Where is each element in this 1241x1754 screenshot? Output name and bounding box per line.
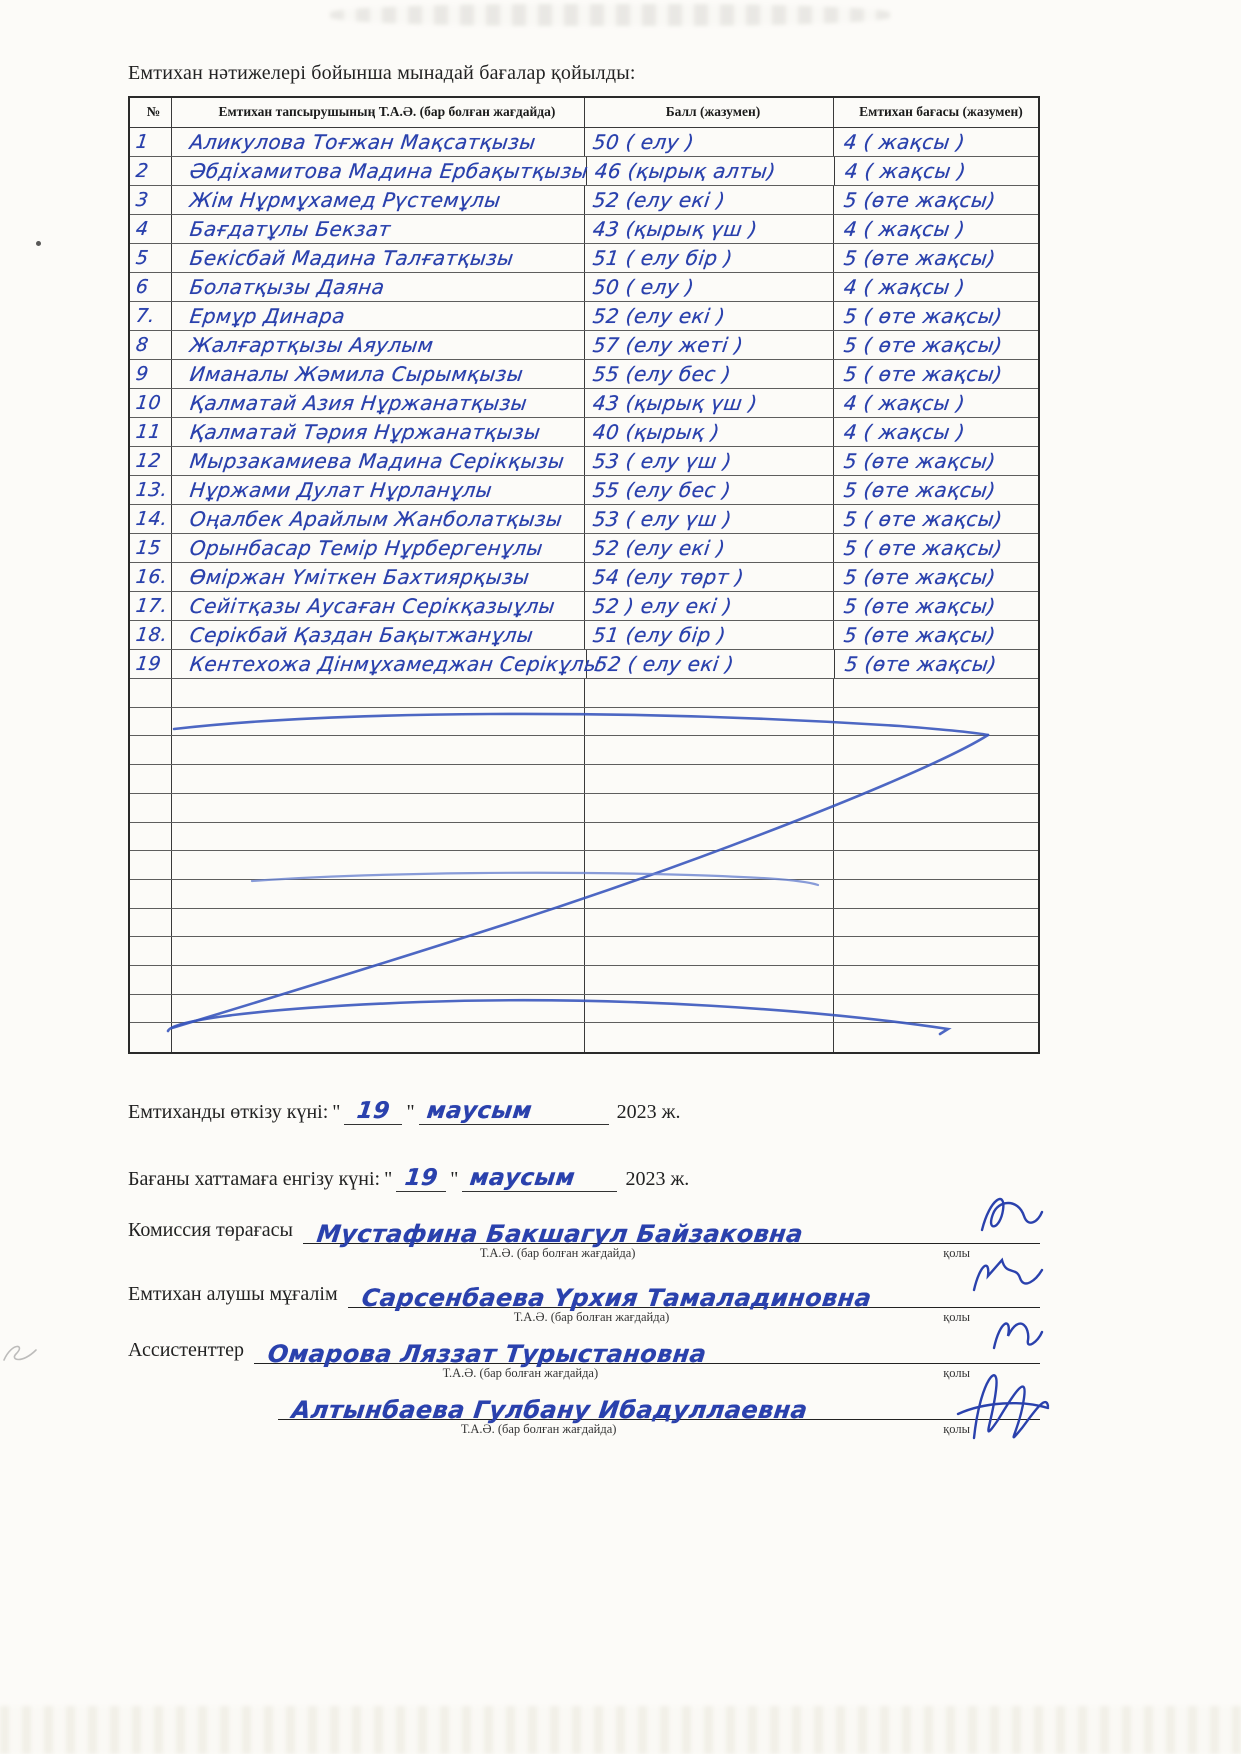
- table-row: [130, 708, 1038, 737]
- record-date-day: 19: [403, 1165, 440, 1191]
- chair-name: Мустафина Бакшагул Байзаковна: [315, 1220, 805, 1248]
- chair-signature-icon: [976, 1186, 1046, 1238]
- row-number: 17.: [134, 595, 169, 618]
- grade-text: 4 ( жақсы ): [842, 420, 967, 445]
- table-row: [130, 534, 1038, 563]
- exam-date-month: маусым: [425, 1098, 534, 1124]
- bleed-through-artifact-top: [330, 4, 890, 26]
- score-text: 55 (елу бес ): [591, 362, 733, 387]
- row-number: 14.: [134, 508, 169, 531]
- examinee-name: Жалғартқызы Аяулым: [188, 333, 435, 358]
- signature-row-assistant-2: [128, 1384, 1040, 1436]
- table-row: [130, 157, 1038, 186]
- table-body: [130, 128, 1038, 1052]
- table-row: [130, 128, 1038, 157]
- grade-text: 4 ( жақсы ): [842, 217, 967, 242]
- assistants-label: Ассистенттер: [128, 1339, 244, 1361]
- table-row: [130, 679, 1038, 708]
- row-number: 9: [134, 363, 150, 386]
- examinee-name: Аликулова Тоғжан Мақсатқызы: [188, 130, 538, 155]
- exam-date-label: Емтиханды өткізу күні:: [128, 1101, 329, 1123]
- row-number: 4: [134, 218, 150, 241]
- assistant2-signature-icon: [944, 1350, 1054, 1454]
- score-text: 43 (қырық үш ): [591, 391, 759, 416]
- grade-text: 5 ( өте жақсы): [842, 362, 1004, 387]
- record-date-month: маусым: [468, 1165, 578, 1191]
- table-row: [130, 966, 1038, 995]
- examinee-name: Ермұр Динара: [188, 304, 347, 329]
- grade-text: 4 ( жақсы ): [842, 391, 967, 416]
- examinee-name: Мырзакамиева Мадина Серікқызы: [188, 449, 566, 474]
- grade-text: 5 (өте жақсы): [842, 449, 997, 474]
- signature-caption: қолы: [943, 1366, 970, 1380]
- score-text: 46 (қырық алты): [593, 159, 777, 184]
- chair-label: Комиссия төрағасы: [128, 1219, 293, 1241]
- open-quote: ": [332, 1101, 341, 1123]
- table-row: [130, 244, 1038, 273]
- grade-text: 5 (өте жақсы): [842, 478, 997, 503]
- examinee-name: Сейітқазы Аусаған Серікқазыұлы: [188, 594, 557, 619]
- examinee-name: Бағдатұлы Бекзат: [188, 217, 392, 242]
- grade-text: 4 ( жақсы ): [842, 130, 967, 155]
- score-text: 40 (қырық ): [591, 420, 722, 445]
- table-row: [130, 1023, 1038, 1052]
- examinee-name: Кентехожа Дінмұхамеджан Серікұлы: [188, 652, 602, 677]
- table-row: [130, 389, 1038, 418]
- table-row: [130, 851, 1038, 880]
- row-number: 6: [134, 276, 150, 299]
- table-row: [130, 360, 1038, 389]
- grade-text: 5 (өте жақсы): [843, 652, 998, 677]
- examinee-name: Орынбасар Темір Нұрбергенұлы: [188, 536, 545, 561]
- signature-row-assistant-1: [128, 1328, 1040, 1380]
- header-grade: Емтихан бағасы (жазумен): [859, 104, 1023, 120]
- score-text: 57 (елу жеті ): [591, 333, 745, 358]
- grade-text: 5 (өте жақсы): [842, 188, 997, 213]
- table-row: [130, 880, 1038, 909]
- signature-row-chair: [128, 1208, 1040, 1260]
- examinee-name: Иманалы Жәмила Сырымқызы: [188, 362, 525, 387]
- table-row: [130, 937, 1038, 966]
- score-text: 54 (елу төрт ): [591, 565, 746, 590]
- record-date-label: Бағаны хаттамаға енгізу күні:: [128, 1168, 381, 1190]
- grade-text: 5 ( өте жақсы): [842, 507, 1004, 532]
- examinee-name: Жім Нұрмұхамед Рүстемұлы: [188, 188, 502, 213]
- score-text: 52 (елу екі ): [591, 536, 727, 561]
- row-number: 2: [134, 160, 150, 183]
- table-row: [130, 909, 1038, 938]
- examiner-signature-icon: [970, 1250, 1046, 1300]
- grade-text: 4 ( жақсы ): [843, 159, 968, 184]
- table-row: [130, 273, 1038, 302]
- score-text: 50 ( елу ): [591, 275, 696, 300]
- assistant2-signature-line: [278, 1384, 1040, 1436]
- table-row: [130, 505, 1038, 534]
- score-text: 43 (қырық үш ): [591, 217, 759, 242]
- row-number: 5: [134, 247, 150, 270]
- row-number: 3: [134, 189, 150, 212]
- table-row: [130, 215, 1038, 244]
- row-number: 18.: [134, 624, 169, 647]
- row-number: 7.: [134, 305, 157, 328]
- table-header-row: [130, 98, 1038, 128]
- table-row: [130, 621, 1038, 650]
- exam-results-table: [128, 96, 1040, 1054]
- row-number: 15: [134, 537, 163, 560]
- score-text: 51 ( елу бір ): [591, 246, 735, 271]
- fullname-caption: Т.А.Ә. (бар болған жағдайда): [513, 1310, 670, 1324]
- record-date-line: [128, 1165, 689, 1192]
- grade-text: 5 ( өте жақсы): [842, 304, 1004, 329]
- pencil-squiggle-artifact: [2, 1336, 46, 1375]
- close-quote: ": [406, 1101, 415, 1123]
- examinee-name: Болатқызы Даяна: [188, 275, 386, 300]
- row-number: 16.: [134, 566, 169, 589]
- exam-date-year: 2023 ж.: [616, 1101, 681, 1123]
- header-number: №: [130, 98, 172, 127]
- exam-date-line: [128, 1098, 680, 1125]
- pencil-dot-artifact: [36, 241, 41, 246]
- open-quote: ": [384, 1168, 393, 1190]
- fullname-caption: Т.А.Ә. (бар болған жағдайда): [442, 1366, 599, 1380]
- exam-date-day: 19: [355, 1098, 392, 1124]
- grade-text: 5 ( өте жақсы): [842, 333, 1004, 358]
- score-text: 53 ( елу үш ): [591, 507, 734, 532]
- examiner-name: Сарсенбаева Үрхия Тамаладиновна: [359, 1284, 873, 1312]
- table-row: [130, 736, 1038, 765]
- grade-text: 5 (өте жақсы): [842, 565, 997, 590]
- score-text: 52 ( елу екі ): [593, 652, 736, 677]
- examinee-name: Қалматай Азия Нұржанатқызы: [188, 391, 529, 416]
- score-text: 51 (елу бір ): [591, 623, 728, 648]
- score-text: 52 (елу екі ): [591, 304, 727, 329]
- grade-text: 5 (өте жақсы): [842, 594, 997, 619]
- fullname-caption: Т.А.Ә. (бар болған жағдайда): [479, 1246, 636, 1260]
- table-row: [130, 995, 1038, 1024]
- table-row: [130, 331, 1038, 360]
- table-row: [130, 186, 1038, 215]
- table-row: [130, 447, 1038, 476]
- row-number: 8: [134, 334, 150, 357]
- examinee-name: Оңалбек Арайлым Жанболатқызы: [188, 507, 564, 532]
- signature-caption: қолы: [943, 1422, 970, 1436]
- bleed-through-artifact-bottom: [0, 1706, 1241, 1754]
- signature-caption: қолы: [943, 1246, 970, 1260]
- table-row: [130, 794, 1038, 823]
- assistant1-signature-icon: [986, 1306, 1046, 1356]
- examinee-name: Бекісбай Мадина Талғатқызы: [188, 246, 515, 271]
- table-row: [130, 418, 1038, 447]
- row-number: 19: [134, 653, 163, 676]
- table-row: [130, 476, 1038, 505]
- table-row: [130, 823, 1038, 852]
- grade-text: 5 (өте жақсы): [842, 623, 997, 648]
- header-score: Балл (жазумен): [585, 98, 834, 127]
- row-number: 11: [134, 421, 163, 444]
- header-fullname: Емтихан тапсырушының Т.А.Ә. (бар болған жағдайда): [172, 98, 585, 127]
- fullname-caption: Т.А.Ә. (бар болған жағдайда): [460, 1422, 617, 1436]
- table-row: [130, 563, 1038, 592]
- signature-caption: қолы: [943, 1310, 970, 1324]
- examinee-name: Өміржан Үміткен Бахтиярқызы: [188, 565, 531, 590]
- assistant1-signature-line: [254, 1328, 1040, 1380]
- assistant2-label: [128, 1418, 268, 1420]
- grade-text: 5 ( өте жақсы): [842, 536, 1004, 561]
- score-text: 55 (елу бес ): [591, 478, 733, 503]
- examinee-name: Қалматай Тәрия Нұржанатқызы: [188, 420, 542, 445]
- grade-text: 5 (өте жақсы): [842, 246, 997, 271]
- record-date-year: 2023 ж.: [625, 1168, 690, 1190]
- row-number: 12: [134, 450, 163, 473]
- examiner-label: Емтихан алушы мұғалім: [128, 1283, 338, 1305]
- table-row: [130, 302, 1038, 331]
- grade-text: 4 ( жақсы ): [842, 275, 967, 300]
- row-number: 1: [134, 131, 150, 154]
- table-row: [130, 592, 1038, 621]
- assistant2-name: Алтынбаева Гулбану Ибадуллаевна: [290, 1396, 810, 1424]
- signature-row-examiner: [128, 1272, 1040, 1324]
- examinee-name: Нұржами Дулат Нұрланұлы: [188, 478, 494, 503]
- document-title: Емтихан нәтижелері бойынша мынадай бағалар қойылды:: [128, 62, 636, 84]
- examiner-signature-line: [348, 1272, 1040, 1324]
- table-row: [130, 765, 1038, 794]
- close-quote: ": [450, 1168, 459, 1190]
- row-number: 13.: [134, 479, 169, 502]
- chair-signature-line: [303, 1208, 1040, 1260]
- examinee-name: Серікбай Қаздан Бақытжанұлы: [188, 623, 535, 648]
- row-number: 10: [134, 392, 163, 415]
- score-text: 52 ) елу екі ): [591, 594, 734, 619]
- score-text: 50 ( елу ): [591, 130, 696, 155]
- assistant1-name: Омарова Ляззат Турыстановна: [266, 1340, 709, 1368]
- table-row: [130, 650, 1038, 679]
- examinee-name: Әбдіхамитова Мадина Ербақытқызы: [188, 159, 590, 184]
- score-text: 53 ( елу үш ): [591, 449, 734, 474]
- score-text: 52 (елу екі ): [591, 188, 727, 213]
